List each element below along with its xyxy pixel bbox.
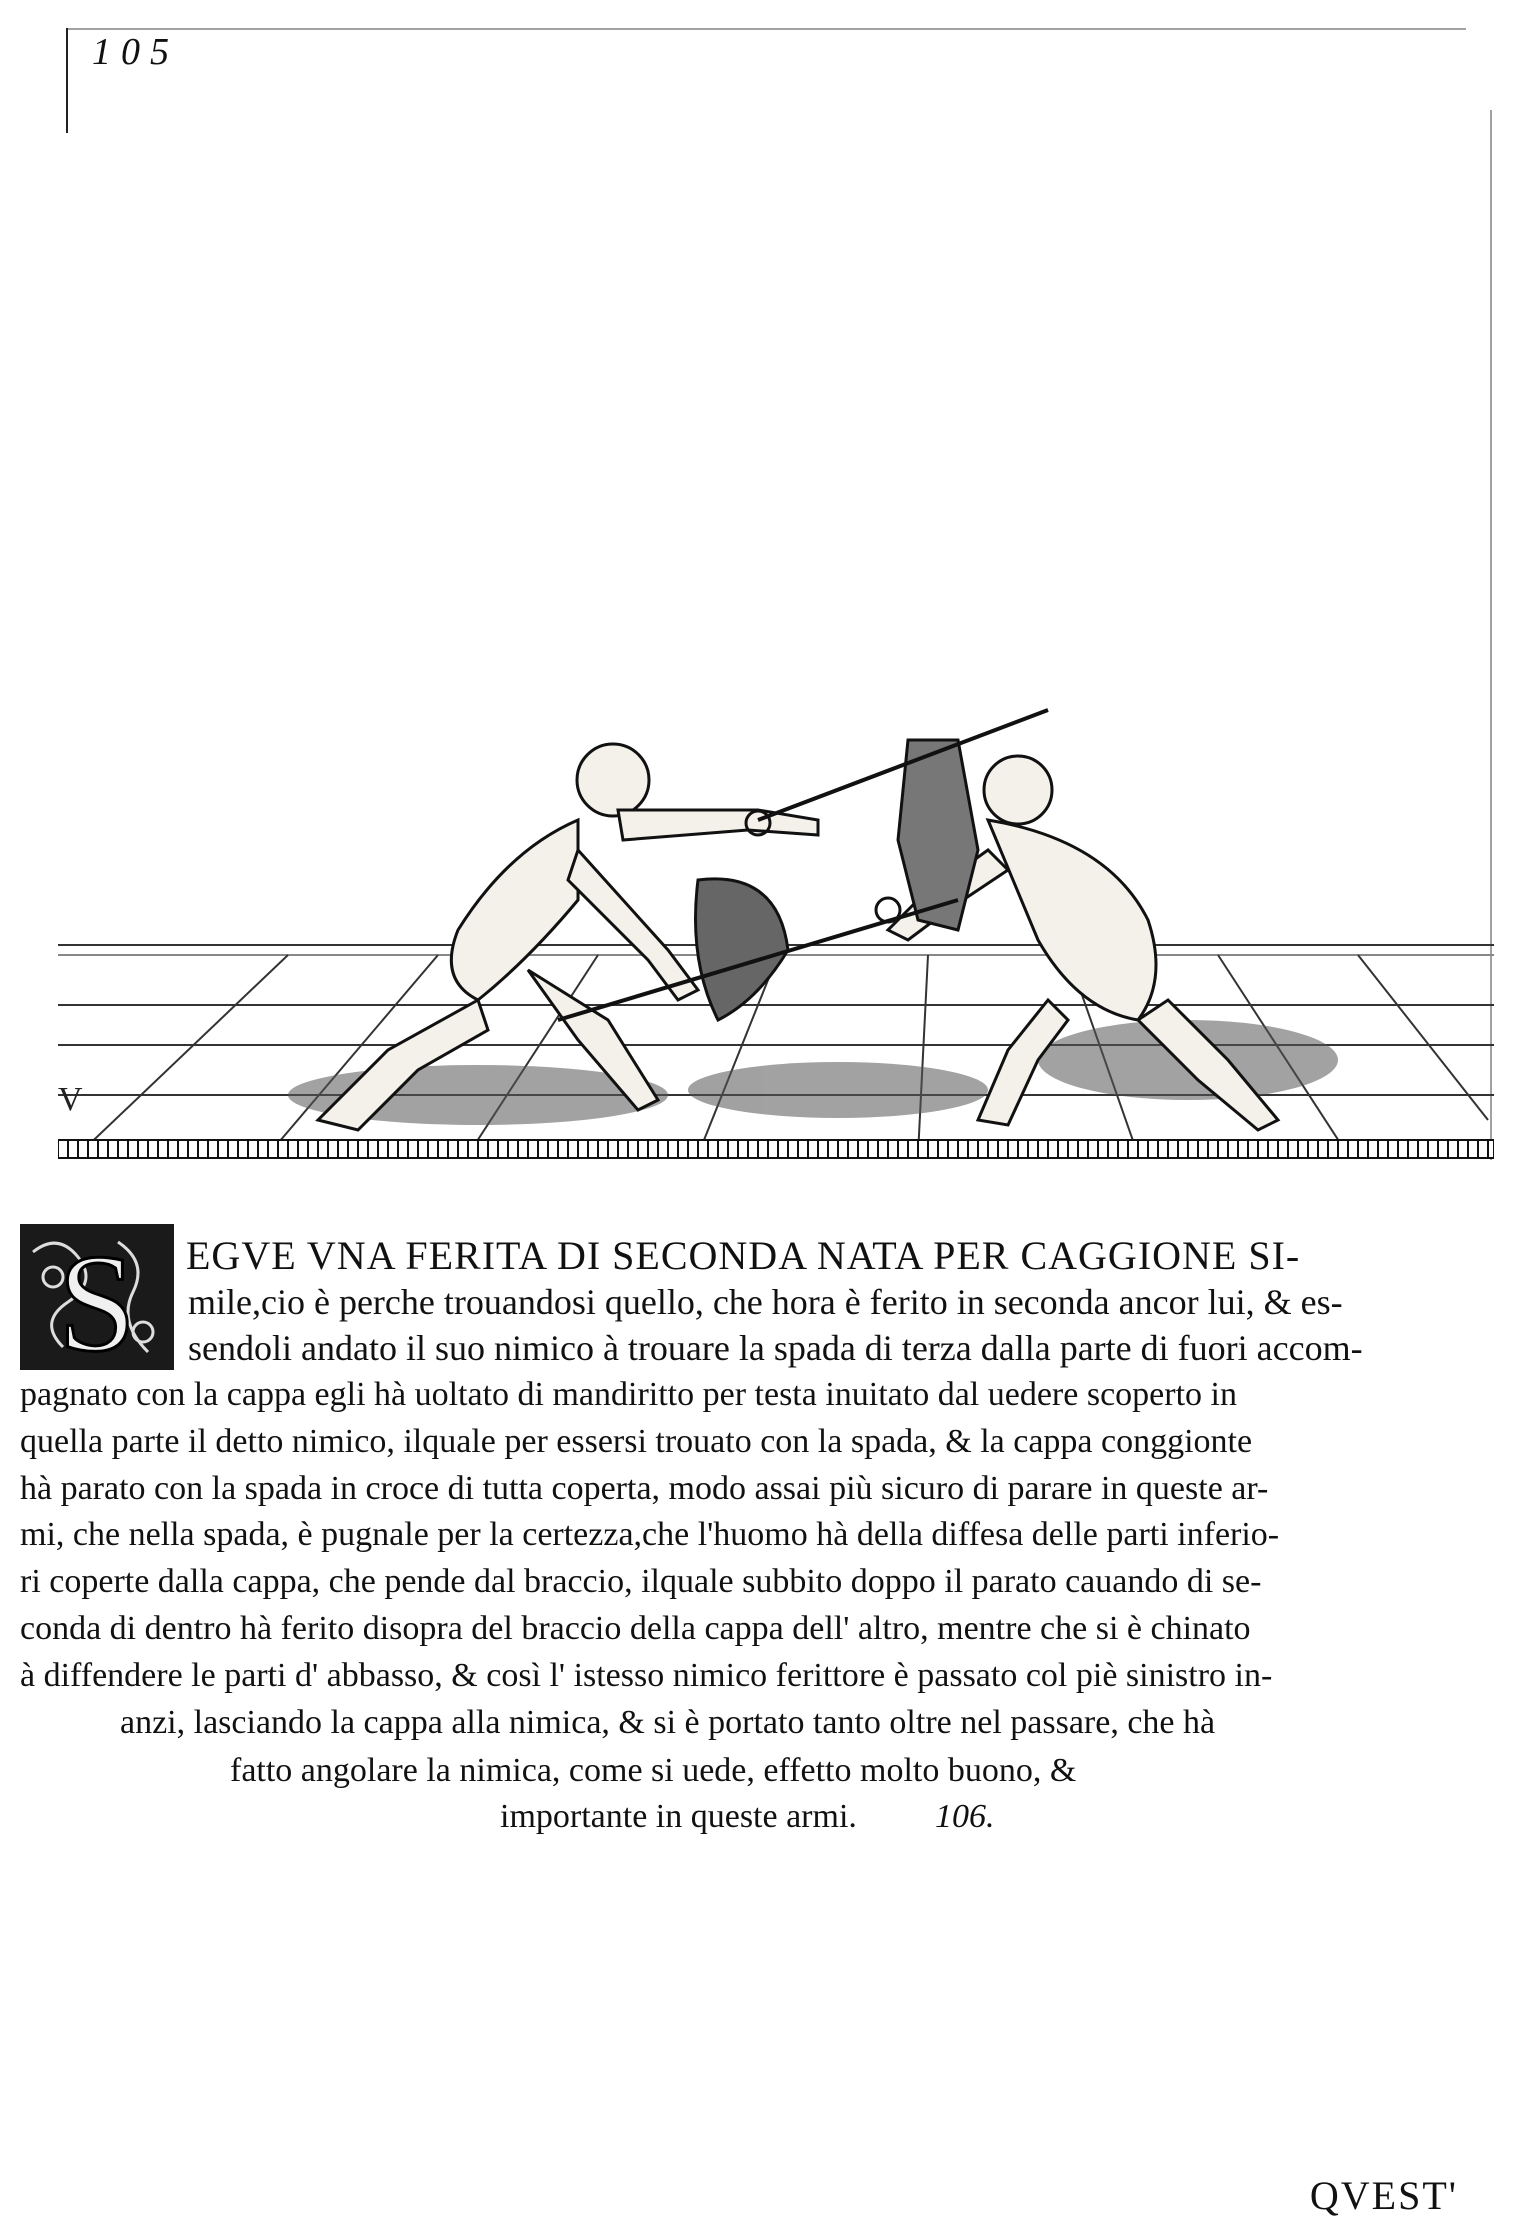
catchword: QVEST' bbox=[1309, 2173, 1458, 2218]
sword-hilt bbox=[876, 898, 900, 922]
initial-letter: S bbox=[58, 1226, 136, 1372]
text-line: ri coperte dalla cappa, che pende dal braccio, ilquale subbito doppo il parato cauando di se- bbox=[20, 1563, 1262, 1600]
text-line: mile,cio è perche trouandosi quello, che hora è ferito in seconda ancor lui, & es- bbox=[188, 1282, 1343, 1322]
text-line: pagnato con la cappa egli hà uoltato di mandiritto per testa inuitato dal uedere scoperto in bbox=[20, 1376, 1237, 1413]
right-cloak bbox=[898, 740, 978, 930]
figure-reference: 106. bbox=[935, 1798, 995, 1835]
text-line: quella parte il detto nimico, ilquale per essersi trouato con la spada, & la cappa conggionte bbox=[20, 1423, 1253, 1460]
text-line: fatto angolare la nimica, come si uede, effetto molto buono, & bbox=[230, 1752, 1077, 1789]
plate-frame-left-line bbox=[66, 28, 68, 133]
text-line: à diffendere le parti d' abbasso, & così l' istesso nimico ferittore è passato col piè sinistro in- bbox=[20, 1657, 1273, 1694]
page-number: 105 bbox=[92, 31, 179, 73]
text-first-line: EGVE VNA FERITA DI SECONDA NATA PER CAGGIONE SI- bbox=[186, 1233, 1301, 1278]
text-line: sendoli andato il suo nimico à trouare la spada di terza dalla parte di fuori accom- bbox=[188, 1328, 1363, 1368]
engraving-plate bbox=[58, 700, 1494, 1170]
text-line: anzi, lasciando la cappa alla nimica, & si è portato tanto oltre nel passare, che hà bbox=[120, 1704, 1216, 1741]
engraver-monogram: V bbox=[58, 1081, 83, 1118]
left-cloak bbox=[696, 879, 789, 1020]
text-line: conda di dentro hà ferito disopra del braccio della cappa dell' altro, mentre che si è chinato bbox=[20, 1610, 1251, 1647]
decorated-initial bbox=[18, 1222, 176, 1372]
text-line: importante in queste armi. bbox=[500, 1798, 857, 1835]
engraving-illustration bbox=[58, 700, 1494, 1170]
text-line: hà parato con la spada in croce di tutta coperta, modo assai più sicuro di parare in queste ar- bbox=[20, 1470, 1269, 1507]
plate-frame-top-line bbox=[66, 28, 1466, 30]
text-line: mi, che nella spada, è pugnale per la certezza,che l'huomo hà della diffesa delle parti inferio- bbox=[20, 1516, 1280, 1553]
